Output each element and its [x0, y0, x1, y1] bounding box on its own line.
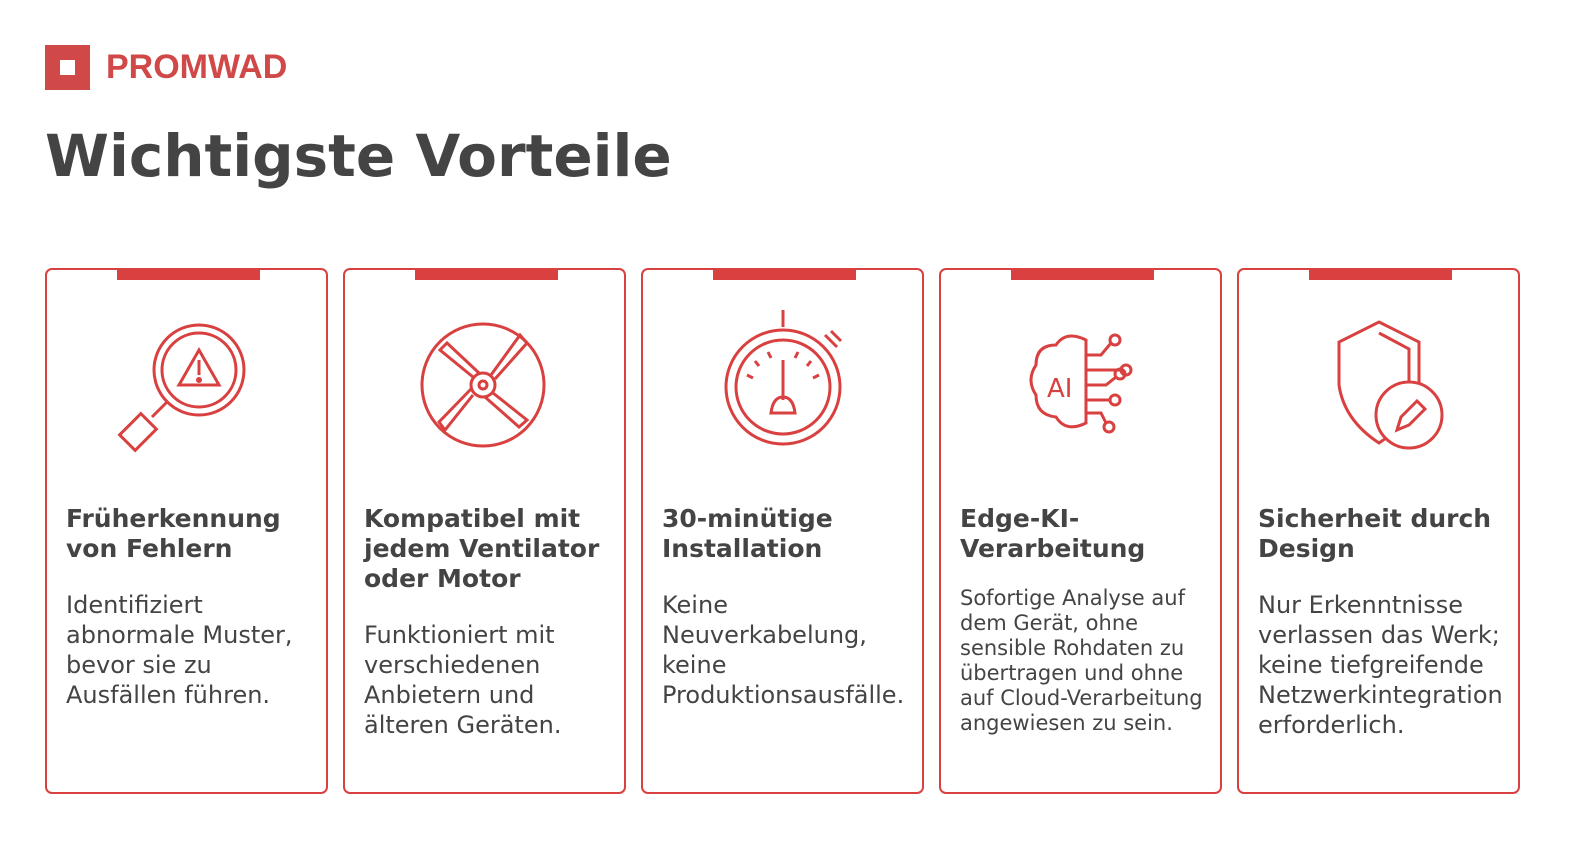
benefit-card [45, 268, 328, 794]
chip-logo-icon [45, 45, 90, 90]
card-title: Edge-KI-Verarbeitung [960, 504, 1146, 563]
card-description: Keine Neuverkabelung, keine Produktionsausfälle. [662, 591, 905, 709]
card-description: Sofortige Analyse auf dem Gerät, ohne sensible Rohdaten zu übertragen und ohne auf Cloud-Verarbeitung angewiesen zu sein. [960, 586, 1203, 735]
card-accent [117, 270, 260, 280]
card-description: Funktioniert mit verschiedenen Anbietern und älteren Geräten. [364, 621, 562, 739]
card-title: 30-minütige Installation [662, 504, 833, 563]
card-title: Sicherheit durch Design [1258, 504, 1492, 563]
brand-name: PROMWAD [106, 48, 288, 86]
logo [45, 45, 287, 90]
ai-brain-icon [1011, 305, 1154, 455]
card-title: Früherkennung von Fehlern [66, 504, 281, 563]
benefit-card [641, 268, 924, 794]
benefit-card [939, 268, 1222, 794]
fan-icon [415, 305, 558, 455]
card-description: Nur Erkenntnisse verlassen das Werk; keine tiefgreifende Netzwerkintegration erforderlich. [1258, 591, 1503, 739]
card-accent [1309, 270, 1452, 280]
card-accent [1011, 270, 1154, 280]
card-accent [713, 270, 856, 280]
page-title: Wichtigste Vorteile [45, 122, 672, 190]
benefit-card [1237, 268, 1520, 794]
svg-text:AI: AI [1047, 374, 1073, 404]
card-description: Identifiziert abnormale Muster, bevor sie zu Ausfällen führen. [66, 591, 293, 709]
shield-edit-icon [1309, 305, 1452, 455]
card-title: Kompatibel mit jedem Ventilator oder Motor [364, 504, 600, 593]
card-accent [415, 270, 558, 280]
stopwatch-icon [713, 305, 856, 455]
magnifier-warning-icon [117, 305, 260, 455]
benefit-card [343, 268, 626, 794]
